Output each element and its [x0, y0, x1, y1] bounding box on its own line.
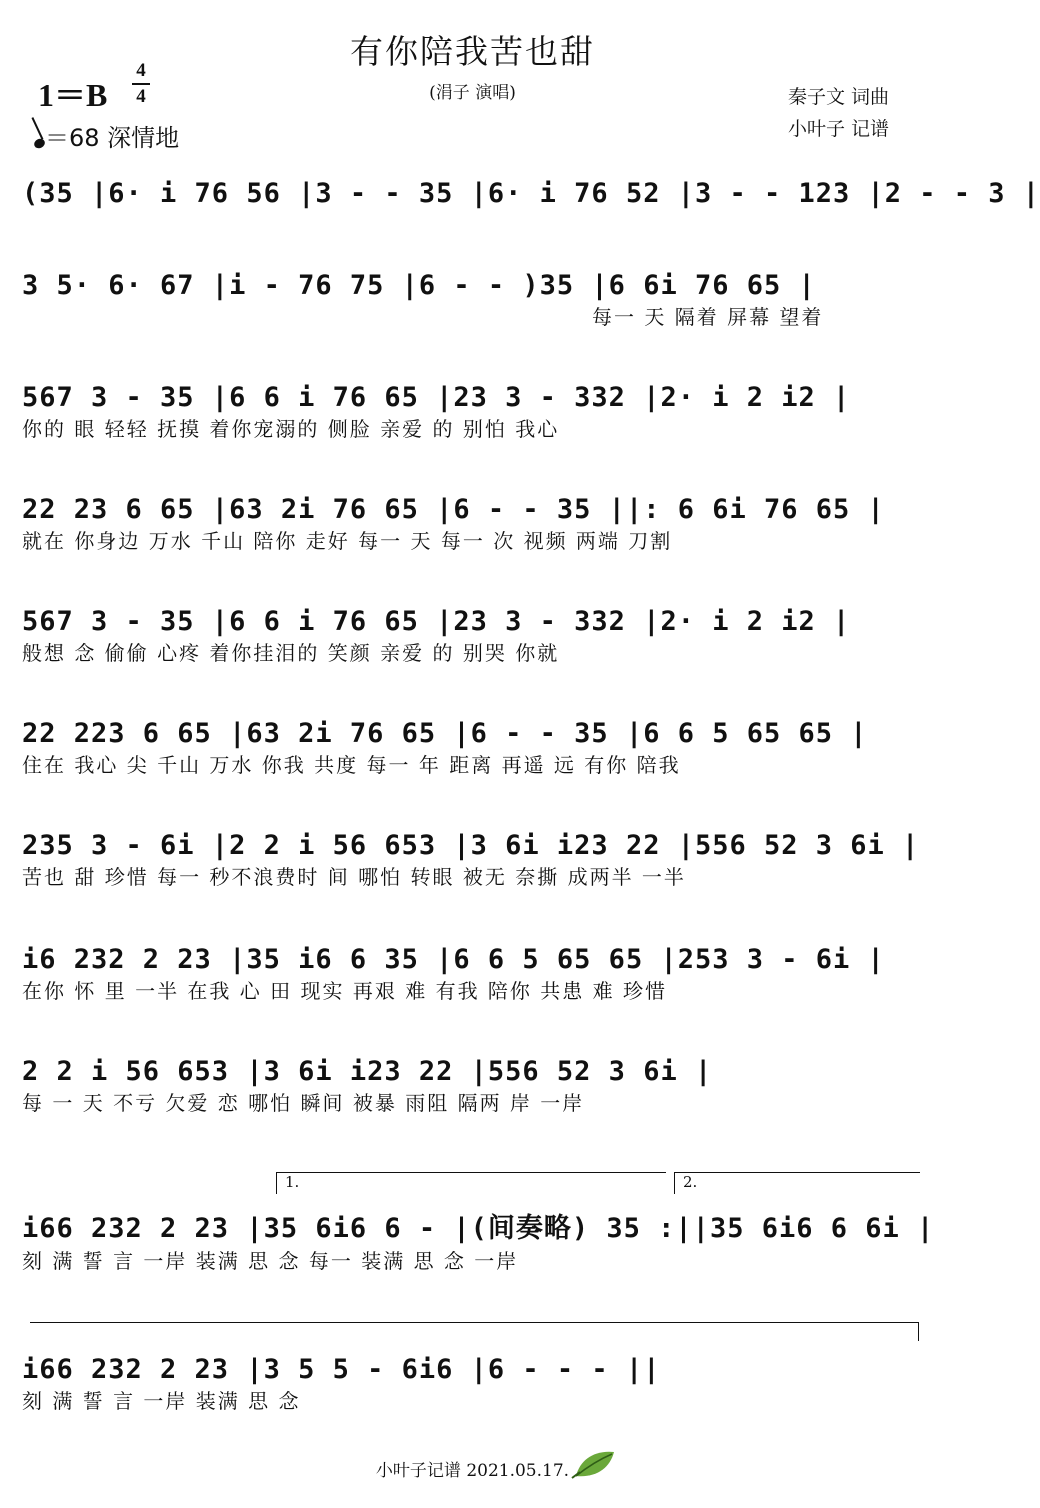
notation-row: 2 2 i 56 653 |3 6i i23 22 |556 52 3 6i |: [22, 1056, 713, 1087]
notation-row: 3 5· 6· 67 |i - 76 75 |6 - - )35 |6 6i 76 65 |: [22, 270, 816, 301]
notation-row: 22 223 6 65 |63 2i 76 65 |6 - - 35 |6 6 5 65 65 |: [22, 718, 868, 749]
score-line-6: [22, 718, 922, 778]
lyric-row: 每 一 天 不亏 欠爱 恋 哪怕 瞬间 被暴 雨阻 隔两 岸 一岸: [22, 1091, 585, 1115]
score-line-8: [22, 944, 922, 1004]
time-signature-bottom: 4: [136, 86, 146, 107]
first-ending-bracket: [276, 1172, 666, 1194]
second-ending-label: 2.: [683, 1173, 698, 1191]
time-signature: [130, 60, 152, 108]
score-line-2: [22, 270, 922, 330]
final-line-bracket: [30, 1322, 919, 1341]
lyricist-credit: 秦子文 词曲: [788, 86, 890, 108]
score-line-10: [22, 1206, 935, 1274]
time-signature-top: 4: [136, 60, 146, 81]
lyric-row: 苦也 甜 珍惜 每一 秒不浪费时 间 哪怕 转眼 被无 奈撕 成两半 一半: [22, 865, 686, 889]
score-line-5: [22, 606, 922, 666]
second-ending-bracket: [674, 1172, 920, 1194]
key-signature: 1＝B: [38, 77, 108, 113]
lyric-row: 刻 满 誓 言 一岸 装满 思 念: [22, 1389, 301, 1413]
score-line-7: [22, 830, 922, 890]
lyric-row: 在你 怀 里 一半 在我 心 田 现实 再艰 难 有我 陪你 共患 难 珍惜: [22, 979, 668, 1003]
notation-row: i66 232 2 23 |35 6i6 6 - |(间奏略) 35 :||35 6i6 6 6i |: [22, 1213, 935, 1244]
lyric-row: 你的 眼 轻轻 抚摸 着你宠溺的 侧脸 亲爱 的 别怕 我心: [22, 417, 560, 441]
leaf-icon: [570, 1446, 618, 1480]
lyric-row: 就在 你身边 万水 千山 陪你 走好 每一 天 每一 次 视频 两端 刀割: [22, 529, 673, 553]
lyric-row: 每一 天 隔着 屏幕 望着: [592, 305, 824, 329]
time-signature-divider: [132, 83, 150, 85]
singer-credit: (涓子 演唱): [429, 83, 516, 103]
score-line-4: [22, 494, 922, 554]
song-title: 有你陪我苦也甜: [350, 32, 595, 71]
lyric-row: 般想 念 偷偷 心疼 着你挂泪的 笑颜 亲爱 的 别哭 你就: [22, 641, 560, 665]
lyric-row: 刻 满 誓 言 一岸 装满 思 念 每一 装满 思 念 一岸: [22, 1249, 519, 1273]
notation-row: 235 3 - 6i |2 2 i 56 653 |3 6i i23 22 |556 52 3 6i |: [22, 830, 920, 861]
tempo-marking: [34, 118, 179, 153]
first-ending-label: 1.: [285, 1173, 300, 1191]
notation-row: i66 232 2 23 |3 5 5 - 6i6 |6 - - - ||: [22, 1354, 661, 1385]
notation-row: (35 |6· i 76 56 |3 - - 35 |6· i 76 52 |3 - - 123 |2 - - 3 |: [22, 178, 1040, 209]
notation-row: 567 3 - 35 |6 6 i 76 65 |23 3 - 332 |2· i 2 i2 |: [22, 382, 851, 413]
tempo-text: ＝68 深情地: [45, 124, 180, 152]
score-line-3: [22, 382, 922, 442]
notation-row: i6 232 2 23 |35 i6 6 35 |6 6 5 65 65 |253 3 - 6i |: [22, 944, 885, 975]
score-line-9: [22, 1056, 922, 1116]
score-line-11: [22, 1354, 922, 1414]
footer-signature: 小叶子记谱 2021.05.17.: [375, 1461, 570, 1481]
score-line-1: [22, 178, 1040, 209]
transcriber-credit: 小叶子 记谱: [788, 118, 890, 140]
lyric-row: 住在 我心 尖 千山 万水 你我 共度 每一 年 距离 再遥 远 有你 陪我: [22, 753, 681, 777]
notation-row: 22 23 6 65 |63 2i 76 65 |6 - - 35 ||: 6 6i 76 65 |: [22, 494, 885, 525]
notation-row: 567 3 - 35 |6 6 i 76 65 |23 3 - 332 |2· i 2 i2 |: [22, 606, 851, 637]
